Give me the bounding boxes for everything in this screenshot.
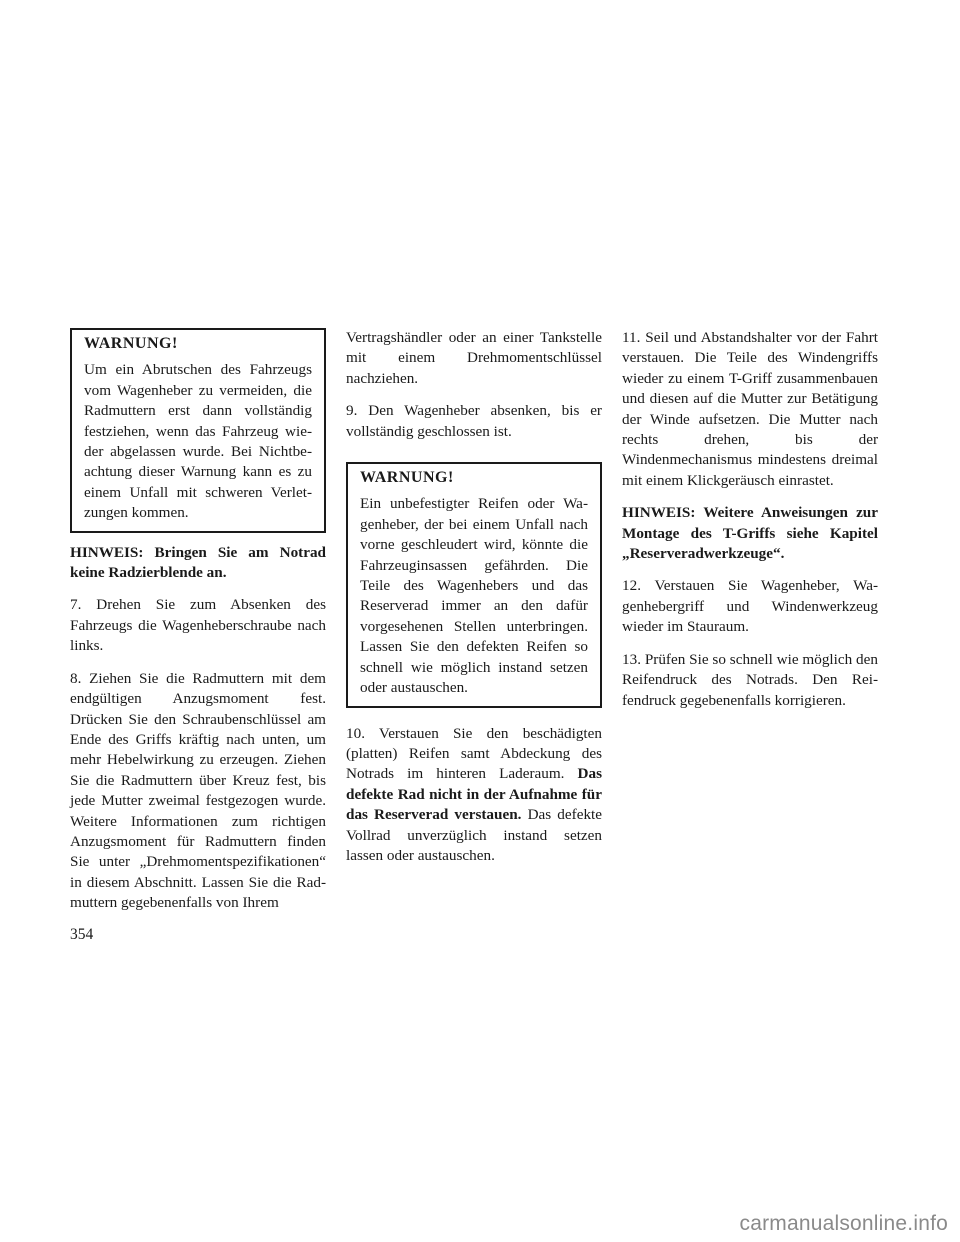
column-right bbox=[622, 328, 878, 723]
note: HINWEIS: Bringen Sie am Notrad keine Radzierblende an. bbox=[70, 543, 326, 582]
step-8: 8. Ziehen Sie die Radmuttern mit dem endgültigen Anzugsmoment fest. Drücken Sie den Schraubenschlüssel am Ende des Griffs kräftig nach unten, um mehr Hebelwirkung zu erzeugen. Ziehen Sie die Radmuttern über Kreuz fest, bis jede Mutter zweimal festgezogen wurde. Weitere Informationen zum richtigen Anzugsmoment für Radmuttern finden Sie unter „Drehmomentspezifikationen“ in diesem Abschnitt. Lassen Sie die Radmuttern gegebenenfalls von Ihrem bbox=[70, 669, 326, 912]
warning-text: Ein unbefestigter Reifen oder Wagenheber, der bei einem Unfall nach vorne geschleudert wird, könnte die Fahrzeuginsassen gefährden. Die Teile des Wagenhebers und das Reserverad immer an den dafür vorgesehenen Stellen unterbringen. Lassen Sie den defekten Reifen so schnell wie möglich instand setzen oder austauschen. bbox=[360, 495, 588, 697]
step-12: 12. Verstauen Sie Wagenheber, Wagenhebergriff und Windenwerkzeug wieder im Stauraum. bbox=[622, 577, 878, 636]
warning-title: WARNUNG! bbox=[360, 469, 454, 487]
watermark: carmanualsonline.info bbox=[739, 1212, 948, 1235]
step-13: 13. Prüfen Sie so schnell wie möglich den Reifendruck des Notrads. Den Reifendruck gegebenenfalls korrigieren. bbox=[622, 650, 878, 709]
step-8-continued: Vertragshändler oder an einer Tankstelle mit einem Drehmomentschlüssel nachziehen. bbox=[346, 329, 602, 387]
step-10-emphasis: Das defekte Rad nicht in der Aufnahme für das Reserverad verstauen. bbox=[346, 765, 603, 824]
warning-box bbox=[346, 462, 602, 707]
warning-text: Um ein Abrutschen des Fahrzeugs vom Wagenheber zu vermeiden, die Radmuttern erst dann vollständig festziehen, wenn das Fahrzeug wieder abgelassen wurde. Bei Nichtbeachtung dieser Warnung kann es zu einem Unfall mit schweren Verletzungen kommen. bbox=[84, 361, 312, 522]
column-middle bbox=[346, 328, 602, 878]
step-11: 11. Seil und Abstandshalter vor der Fahrt verstauen. Die Teile des Windengriffs wieder zu einem T-Griff zusammenbauen und diesen auf die Mutter zur Betätigung der Winde aufsetzen. Die Mutter nach rechts drehen, bis der Windenmechanismus mindestens dreimal mit einem Klickgeräusch einrastet. bbox=[622, 329, 878, 489]
page-number: 354 bbox=[70, 926, 94, 943]
step-10 bbox=[346, 724, 602, 867]
note: HINWEIS: Weitere Anweisungen zur Montage des T-Griffs siehe Kapitel „Reserveradwerkzeuge“. bbox=[622, 504, 878, 563]
column-left bbox=[70, 328, 326, 926]
step-10-text: 10. Verstauen Sie den beschädigten (platten) Reifen samt Abdeckung des Notrads im hinteren Laderaum. bbox=[346, 724, 602, 783]
warning-box bbox=[70, 328, 326, 533]
step-7: 7. Drehen Sie zum Absenken des Fahrzeugs die Wagenheberschraube nach links. bbox=[70, 596, 326, 655]
step-9: 9. Den Wagenheber absenken, bis er vollständig geschlossen ist. bbox=[346, 402, 602, 440]
warning-title: WARNUNG! bbox=[84, 335, 178, 352]
step-10-text-end: Das defekte Vollrad unverzüglich instand setzen lassen oder austauschen. bbox=[346, 806, 602, 864]
